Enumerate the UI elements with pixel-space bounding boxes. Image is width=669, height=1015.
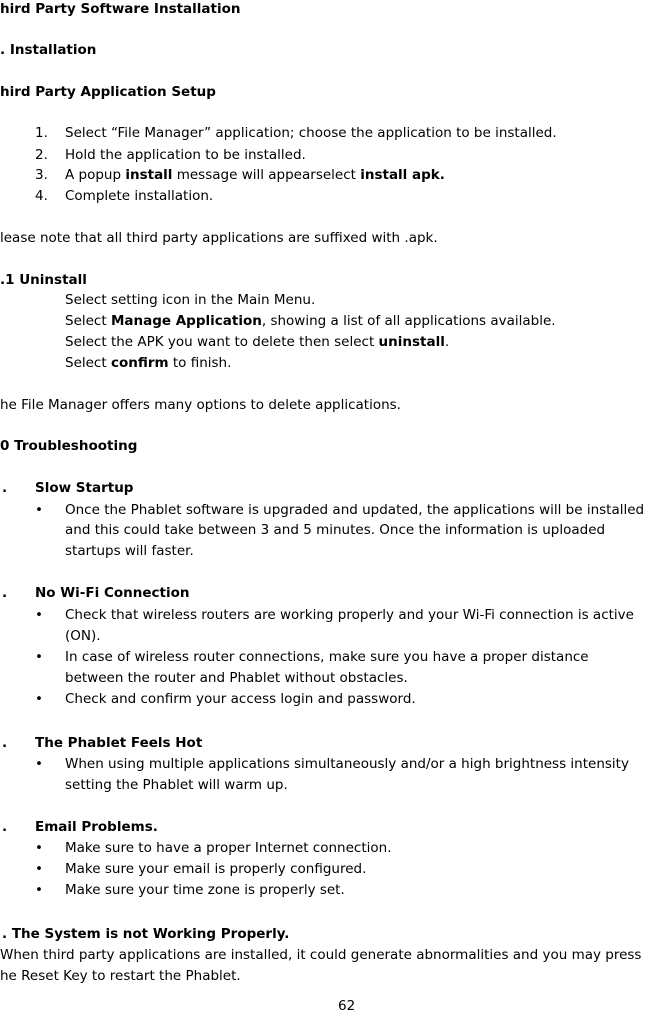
install-keyword: install <box>125 167 173 183</box>
list-item: Select confirm to finish. <box>65 355 232 371</box>
issue-line: Check that wireless routers are working properly and your Wi-Fi connection is active <box>65 607 634 623</box>
list-item: Select setting icon in the Main Menu. <box>65 292 316 308</box>
file-manager-note: he File Manager offers many options to delete applications. <box>0 397 401 413</box>
issue-line: Make sure your time zone is properly set. <box>65 882 345 898</box>
confirm-keyword: confirm <box>110 355 169 371</box>
manage-application-keyword: Manage Application <box>110 313 262 329</box>
issue-title: Slow Startup <box>35 480 134 496</box>
list-number: 2. <box>35 147 48 163</box>
subsection-setup-heading: hird Party Application Setup <box>0 84 216 100</box>
step-text: Select “File Manager” application; choose the application to be installed. <box>65 125 557 141</box>
issue-line: Once the Phablet software is upgraded and updated, the applications will be installed <box>65 502 645 518</box>
issue-line: Check and confirm your access login and password. <box>65 691 416 707</box>
bullet-icon: • <box>35 649 43 665</box>
list-item <box>35 166 445 184</box>
step-text: Complete installation. <box>65 188 214 204</box>
document-title: hird Party Software Installation <box>0 1 241 17</box>
list-number: 1. <box>35 125 48 141</box>
issue-title: The Phablet Feels Hot <box>35 735 203 751</box>
issue-line: When using multiple applications simultaneously and/or a high brightness intensity <box>65 756 629 772</box>
bullet-icon: • <box>35 840 43 856</box>
list-item <box>35 187 214 205</box>
bullet-icon: • <box>35 861 43 877</box>
issue-line: Make sure to have a proper Internet connection. <box>65 840 392 856</box>
issue-line: startups will faster. <box>65 543 194 559</box>
issue-marker: . <box>2 480 8 496</box>
system-text-line: he Reset Key to restart the Phablet. <box>0 968 241 984</box>
list-item: Select Manage Application, showing a list of all applications available. <box>65 313 556 329</box>
issue-line: between the router and Phablet without obstacles. <box>65 670 408 686</box>
issue-marker: . <box>2 819 8 835</box>
install-apk-keyword: install apk. <box>360 167 445 183</box>
system-heading: . The System is not Working Properly. <box>2 926 290 942</box>
step-text: A popup install message will appearselect install apk. <box>65 167 445 183</box>
bullet-icon: • <box>35 691 43 707</box>
apk-note: lease note that all third party applications are suffixed with .apk. <box>0 230 438 246</box>
troubleshooting-heading: 0 Troubleshooting <box>0 438 138 454</box>
system-text-line: When third party applications are installed, it could generate abnormalities and you may press <box>0 947 642 963</box>
step-text: Hold the application to be installed. <box>65 147 306 163</box>
issue-title: No Wi-Fi Connection <box>35 585 190 601</box>
uninstall-keyword: uninstall <box>378 334 445 350</box>
issue-title: Email Problems. <box>35 819 158 835</box>
list-number: 4. <box>35 188 48 204</box>
list-number: 3. <box>35 167 48 183</box>
issue-line: and this could take between 3 and 5 minutes. Once the information is uploaded <box>65 522 606 538</box>
issue-marker: . <box>2 585 8 601</box>
list-item: Select the APK you want to delete then select uninstall. <box>65 334 450 350</box>
issue-line: Make sure your email is properly configured. <box>65 861 367 877</box>
bullet-icon: • <box>35 882 43 898</box>
issue-line: In case of wireless router connections, make sure you have a proper distance <box>65 649 589 665</box>
bullet-icon: • <box>35 502 43 518</box>
section-installation-heading: . Installation <box>0 42 97 58</box>
bullet-icon: • <box>35 756 43 772</box>
issue-marker: . <box>2 735 8 751</box>
page-number: 62 <box>338 998 356 1014</box>
issue-line: setting the Phablet will warm up. <box>65 777 288 793</box>
issue-line: (ON). <box>65 628 101 644</box>
list-item <box>35 146 306 164</box>
list-item <box>35 124 557 142</box>
bullet-icon: • <box>35 607 43 623</box>
uninstall-heading: .1 Uninstall <box>0 272 87 288</box>
